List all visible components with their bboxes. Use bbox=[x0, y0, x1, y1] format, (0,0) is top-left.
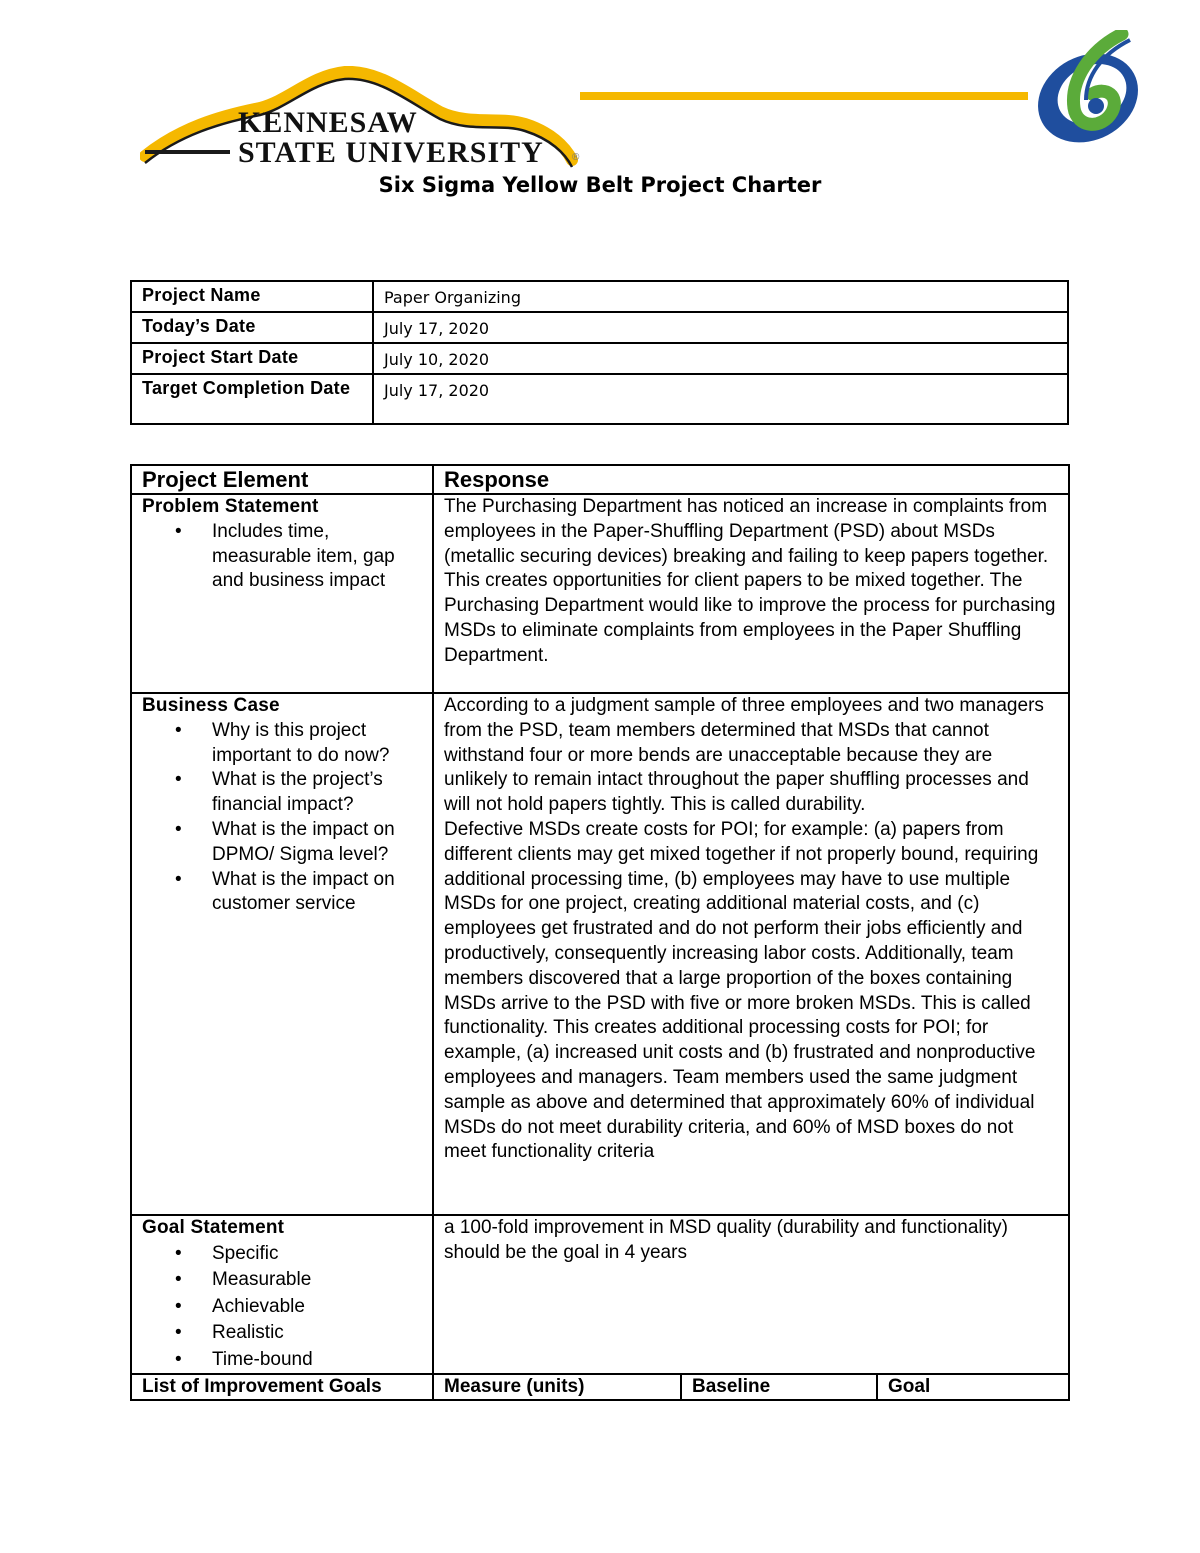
business-case-hints bbox=[142, 719, 422, 917]
todays-date-label: Today’s Date bbox=[131, 312, 373, 343]
problem-statement-response: The Purchasing Department has noticed an increase in complaints from employees in the Paper-Shuffling Department (PSD) about MSDs (metallic securing devices) breaking and failing to keep papers together. This creates opportunities for client papers to be mixed together. The Purchasing Department would like to improve the process for purchasing MSDs to eliminate complaints from employees in the Paper Shuffling Department. bbox=[433, 494, 1069, 693]
list-item: • Time-bound bbox=[212, 1347, 422, 1374]
list-item: • What is the project’s financial impact? bbox=[212, 768, 422, 818]
goal-statement-hints bbox=[142, 1241, 422, 1374]
goal-statement-title: Goal Statement bbox=[142, 1217, 285, 1238]
business-case-title: Business Case bbox=[142, 695, 280, 716]
list-item: • Measurable bbox=[212, 1267, 422, 1294]
table-row bbox=[131, 374, 1068, 424]
registered-mark: ® bbox=[572, 152, 580, 163]
goal-statement-row bbox=[131, 1215, 1069, 1374]
target-completion-date-label: Target Completion Date bbox=[131, 374, 373, 424]
target-completion-date-value: July 17, 2020 bbox=[373, 374, 1068, 424]
project-start-date-label: Project Start Date bbox=[131, 343, 373, 374]
list-item: • Why is this project important to do now? bbox=[212, 719, 422, 769]
kennesaw-state-logo bbox=[140, 66, 590, 176]
six-sigma-logo-icon bbox=[1030, 30, 1152, 148]
project-start-date-value: July 10, 2020 bbox=[373, 343, 1068, 374]
project-name-label: Project Name bbox=[131, 281, 373, 312]
list-item: • Includes time, measurable item, gap and business impact bbox=[212, 520, 422, 594]
business-case-response-paragraph-2: Defective MSDs create costs for POI; for example: (a) papers from different clients may get mixed together if not properly bound, requiring additional processing time, (b) employees may have to use multiple MSDs for one project, creating additional material costs, and (c) employees get frustrated and do not perform their jobs efficiently and productively, consequently increasing labor costs. Additionally, team members discovered that a large proportion of the boxes containing MSDs arrive to the PSD with five or more broken MSDs. This is called functionality. This creates additional processing costs for POI; for example, (a) increased unit costs and (b) frustrated and nonproductive employees and managers. Team members used the same judgment sample as above and determined that approximately 60% of individual MSDs do not meet durability criteria, and 60% of MSD boxes do not meet functionality criteria bbox=[444, 818, 1039, 1163]
charter-table bbox=[130, 464, 1070, 1401]
todays-date-value: July 17, 2020 bbox=[373, 312, 1068, 343]
logo-line-kennesaw: KENNESAW bbox=[238, 106, 418, 139]
problem-statement-row bbox=[131, 494, 1069, 693]
measure-units-header: Measure (units) bbox=[433, 1374, 681, 1400]
list-item: • What is the impact on DPMO/ Sigma level? bbox=[212, 818, 422, 868]
business-case-row bbox=[131, 693, 1069, 1215]
document-title: Six Sigma Yellow Belt Project Charter bbox=[378, 173, 822, 197]
business-case-response-paragraph-1: According to a judgment sample of three employees and two managers from the PSD, team members determined that MSDs that cannot withstand four or more bends are unacceptable because they are unlikely to remain intact throughout the paper shuffling processes and will not hold papers tightly. This is called durability. bbox=[444, 695, 1044, 816]
list-item: • Achievable bbox=[212, 1294, 422, 1321]
project-info-table bbox=[130, 280, 1069, 425]
column-header-project-element: Project Element bbox=[131, 465, 433, 494]
list-of-improvement-goals-header: List of Improvement Goals bbox=[131, 1374, 433, 1400]
list-item: • Realistic bbox=[212, 1320, 422, 1347]
list-item: • Specific bbox=[212, 1241, 422, 1268]
table-header-row bbox=[131, 465, 1069, 494]
baseline-header: Baseline bbox=[681, 1374, 877, 1400]
project-name-value: Paper Organizing bbox=[373, 281, 1068, 312]
table-row bbox=[131, 281, 1068, 312]
goal-header: Goal bbox=[877, 1374, 1069, 1400]
problem-statement-title: Problem Statement bbox=[142, 496, 319, 517]
header-gold-rule bbox=[580, 92, 1028, 100]
logo-line-state-university: STATE UNIVERSITY bbox=[238, 136, 544, 169]
table-row bbox=[131, 312, 1068, 343]
list-item: • What is the impact on customer service bbox=[212, 868, 422, 918]
table-row bbox=[131, 343, 1068, 374]
column-header-response: Response bbox=[433, 465, 1069, 494]
goal-statement-response: a 100-fold improvement in MSD quality (durability and functionality) should be the goal in 4 years bbox=[433, 1215, 1069, 1374]
problem-statement-hints bbox=[142, 520, 422, 594]
improvement-goals-header-row bbox=[131, 1374, 1069, 1400]
